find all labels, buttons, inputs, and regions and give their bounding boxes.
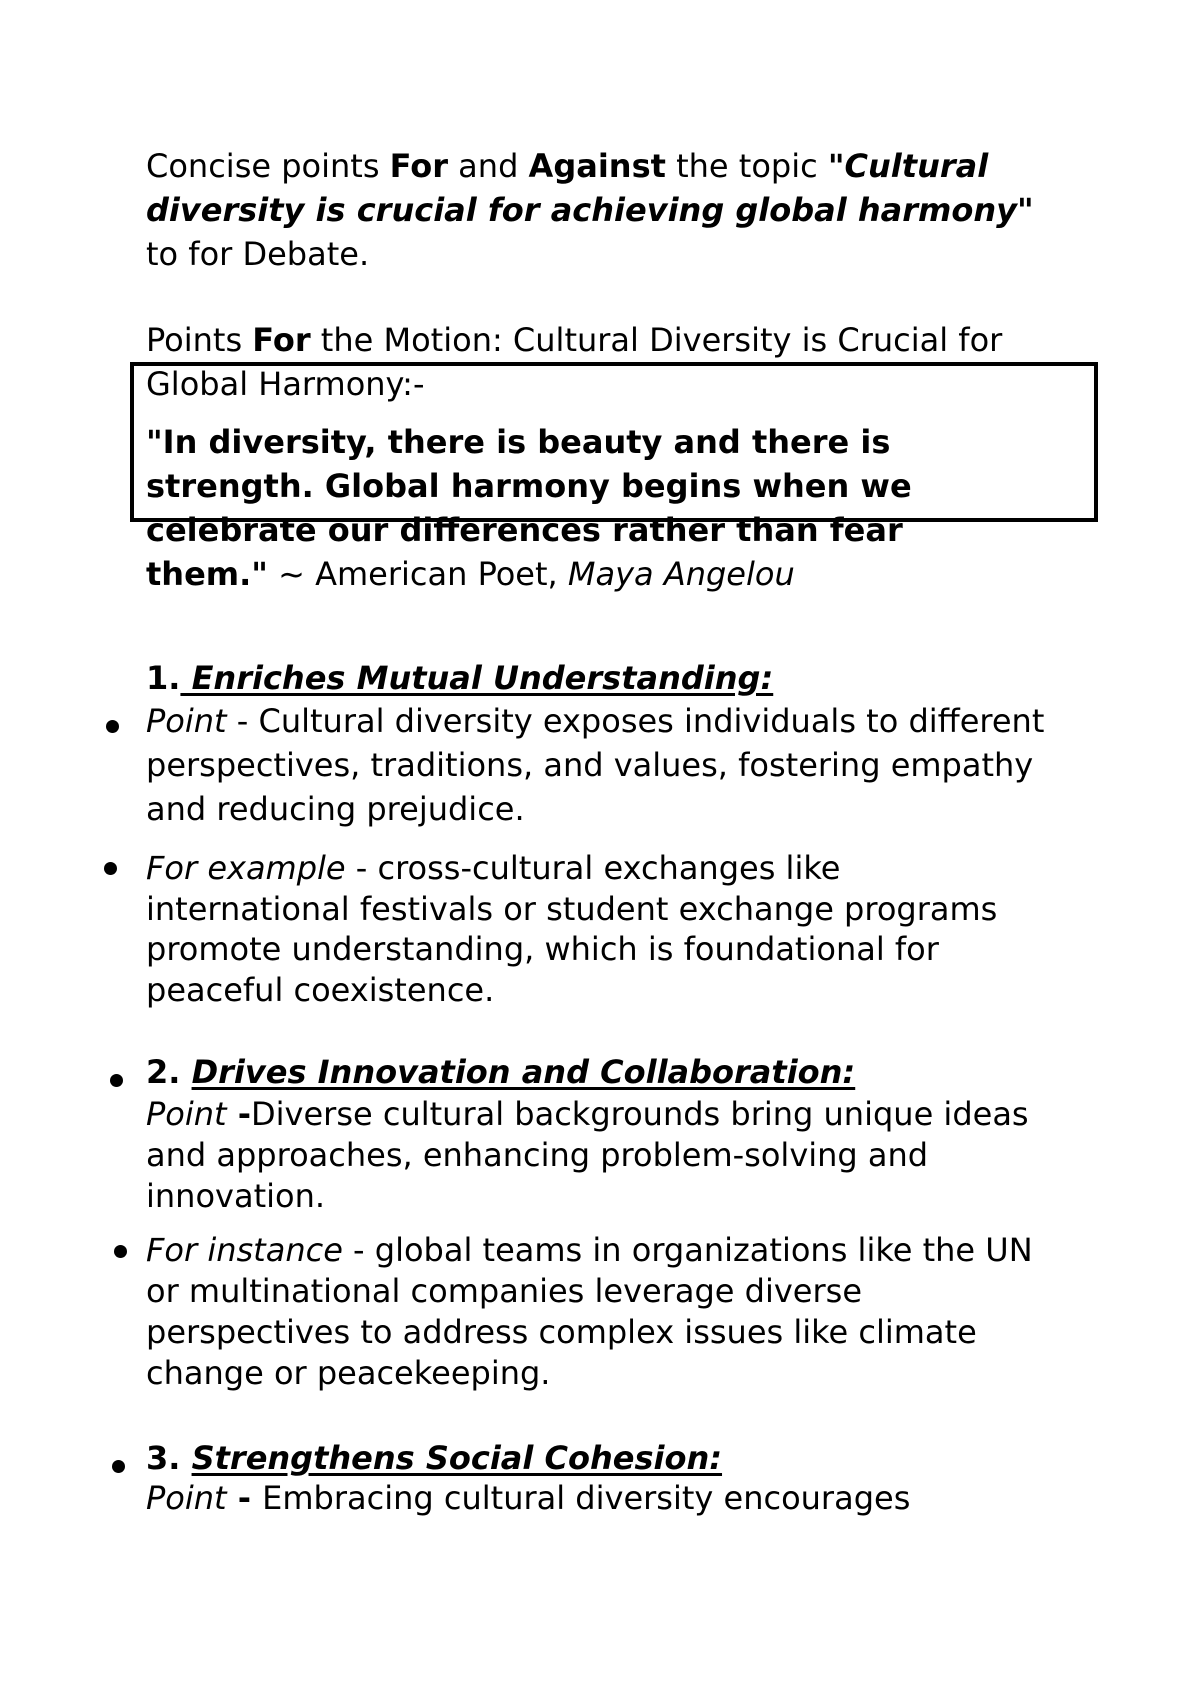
section-3-point-line-1 [146, 1479, 911, 1517]
section-2-example-line-1 [146, 1231, 1033, 1269]
intro-line-3: to for Debate. [146, 235, 370, 273]
quote-line-3: celebrate our differences rather than fear [146, 511, 903, 549]
section-3-heading [146, 1439, 723, 1477]
point-text: Embracing cultural diversity encourages [262, 1479, 911, 1517]
points-for-heading [146, 321, 1003, 359]
section-1-point-line-3: and reducing prejudice. [146, 790, 525, 828]
heading-text: the Motion: Cultural Diversity is Crucial for [310, 321, 1003, 359]
bullet-icon [104, 862, 117, 875]
section-1-point-line-1 [146, 702, 1045, 740]
quote-line-2: strength. Global harmony begins when we [146, 467, 912, 505]
section-title: Enriches Mutual Understanding: [180, 659, 774, 697]
point-text: Diverse cultural backgrounds bring unique ideas [251, 1095, 1029, 1133]
section-title: Strengthens Social Cohesion: [191, 1439, 723, 1477]
quote-author: Maya Angelou [567, 555, 795, 593]
point-text: - Cultural diversity exposes individuals to different [226, 702, 1045, 740]
points-for-heading-line-2: Global Harmony:- [146, 365, 425, 403]
section-2-point-line-3: innovation. [146, 1177, 326, 1215]
bullet-icon [112, 1460, 125, 1473]
intro-text: the topic [665, 147, 828, 185]
example-label: For example [146, 849, 346, 887]
intro-line-2 [146, 191, 1034, 229]
bullet-icon [106, 720, 119, 733]
intro-text: Concise points [146, 147, 390, 185]
section-title: Drives Innovation and Collaboration: [191, 1053, 856, 1091]
intro-for: For [389, 147, 448, 185]
section-2-example-line-2: or multinational companies leverage diverse [146, 1272, 862, 1310]
point-label: Point [146, 1095, 227, 1133]
point-label: Point [146, 702, 227, 740]
section-1-example-line-3: promote understanding, which is foundational for [146, 930, 939, 968]
bullet-icon [114, 1245, 127, 1258]
quote-end: them." [146, 555, 268, 593]
bullet-icon [110, 1074, 123, 1087]
example-text: - cross-cultural exchanges like [345, 849, 841, 887]
section-1-point-line-2: perspectives, traditions, and values, fostering empathy [146, 746, 1034, 784]
section-2-example-line-3: perspectives to address complex issues like climate [146, 1313, 977, 1351]
quote-line-4 [146, 555, 795, 593]
section-1-example-line-4: peaceful coexistence. [146, 971, 495, 1009]
quote-attribution: ~ American Poet, [267, 555, 568, 593]
point-label: Point [146, 1479, 227, 1517]
example-text: - global teams in organizations like the UN [342, 1231, 1033, 1269]
section-1-example-line-2: international festivals or student exchange programs [146, 890, 998, 928]
section-number: 2. [146, 1053, 181, 1091]
section-1-example-line-1 [146, 849, 841, 887]
section-1-heading [146, 659, 774, 697]
section-2-heading [146, 1053, 856, 1091]
point-dash: - [226, 1479, 263, 1517]
example-label: For instance [146, 1231, 343, 1269]
quote-line-1: "In diversity, there is beauty and there is [146, 423, 891, 461]
section-number: 1. [146, 659, 181, 697]
heading-for: For [252, 321, 311, 359]
topic-text: "Cultural [827, 147, 989, 185]
topic-close-quote: " [1016, 191, 1034, 229]
intro-against: Against [528, 147, 666, 185]
intro-text: and [448, 147, 529, 185]
intro-line-1 [146, 147, 989, 185]
section-2-point-line-2: and approaches, enhancing problem-solving and [146, 1136, 929, 1174]
section-2-example-line-4: change or peacekeeping. [146, 1354, 551, 1392]
point-dash: - [226, 1095, 252, 1133]
topic-text: diversity is crucial for achieving global harmony [146, 191, 1017, 229]
heading-text: Points [146, 321, 253, 359]
section-number: 3. [146, 1439, 181, 1477]
section-2-point-line-1 [146, 1095, 1029, 1133]
